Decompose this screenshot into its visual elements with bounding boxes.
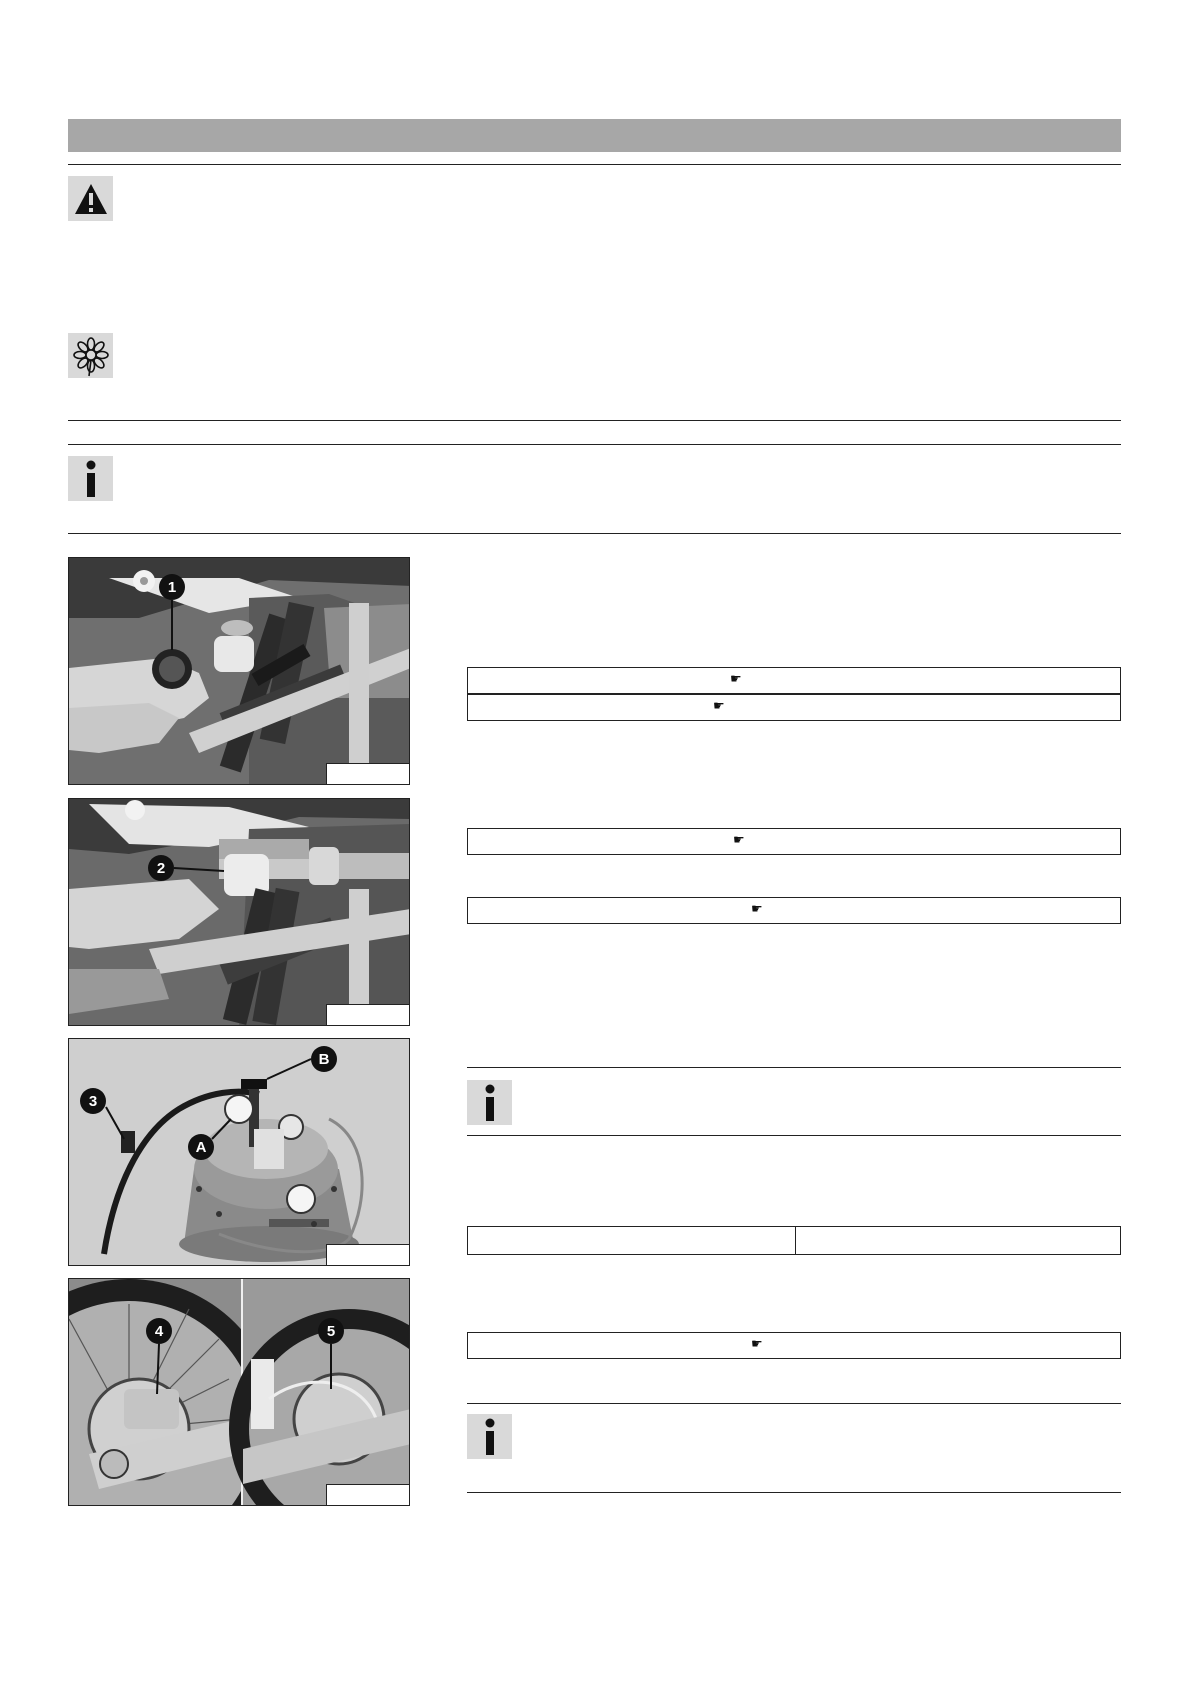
- photo-brake-reservoir-adapter: [68, 798, 410, 1026]
- photo-bleeding-device: [68, 1038, 410, 1266]
- reference-box: [467, 694, 1121, 721]
- rule-note2-bottom: [467, 1492, 1121, 1493]
- photo-tag: [326, 1004, 409, 1025]
- rule-top: [68, 164, 1121, 165]
- spec-box: [467, 1226, 1121, 1255]
- svg-text:A: A: [195, 1139, 207, 1156]
- rule-note-top: [467, 1067, 1121, 1068]
- pointing-hand-icon: ☛: [751, 901, 763, 916]
- svg-text:1: 1: [167, 579, 177, 596]
- svg-text:5: 5: [326, 1323, 336, 1340]
- reference-box: [467, 667, 1121, 694]
- pointing-hand-icon: ☛: [713, 698, 725, 713]
- rule-3: [68, 444, 1121, 445]
- spec-box-divider: [795, 1227, 796, 1254]
- info-icon-box: [467, 1414, 512, 1459]
- info-icon-box: [68, 456, 113, 501]
- warning-triangle-icon: [73, 182, 109, 216]
- info-icon-box: [467, 1080, 512, 1125]
- reference-box: [467, 1332, 1121, 1359]
- svg-text:4: 4: [154, 1323, 164, 1340]
- photo-brake-reservoir-cap: [68, 557, 410, 785]
- photo-tag: [326, 1244, 409, 1265]
- environment-flower-icon: [71, 335, 111, 377]
- info-icon: [480, 1083, 500, 1123]
- info-icon: [480, 1417, 500, 1457]
- environment-icon-box: [68, 333, 113, 378]
- pointing-hand-icon: ☛: [733, 832, 745, 847]
- svg-text:3: 3: [88, 1093, 98, 1110]
- photo-tag: [326, 1484, 409, 1505]
- photo-rear-brake-bleeder: [68, 1278, 410, 1506]
- pointing-hand-icon: ☛: [751, 1336, 763, 1351]
- photo-tag: [326, 763, 409, 784]
- info-icon: [81, 459, 101, 499]
- svg-text:B: B: [318, 1051, 330, 1068]
- rule-note-bottom: [467, 1135, 1121, 1136]
- reference-box: [467, 897, 1121, 924]
- section-title-bar: [68, 119, 1121, 152]
- rule-2: [68, 420, 1121, 421]
- reference-box: [467, 828, 1121, 855]
- warning-icon-box: [68, 176, 113, 221]
- pointing-hand-icon: ☛: [730, 671, 742, 686]
- rule-note2-top: [467, 1403, 1121, 1404]
- svg-text:2: 2: [156, 860, 166, 877]
- rule-4: [68, 533, 1121, 534]
